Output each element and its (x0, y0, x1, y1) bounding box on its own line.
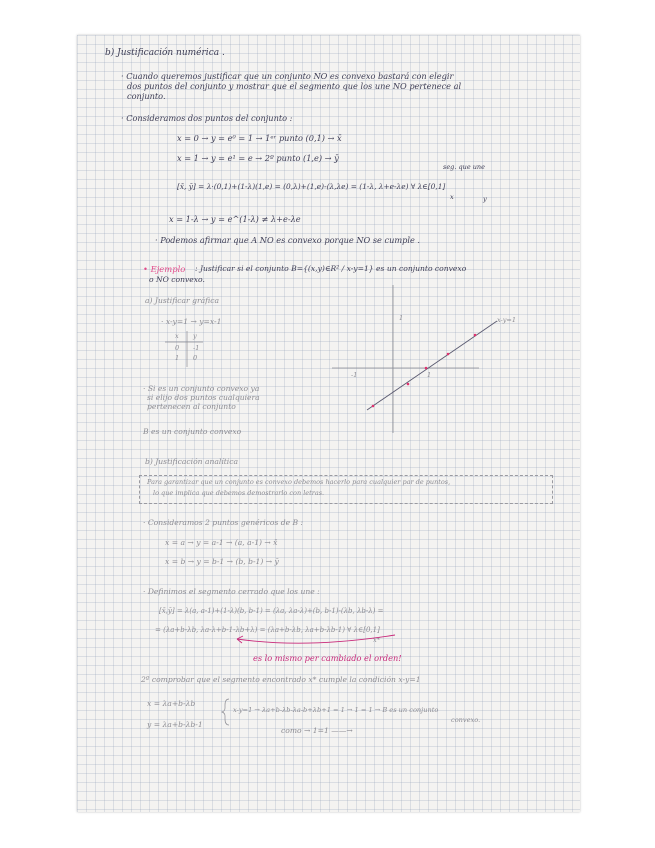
section-heading: b) Justificación numérica . (105, 48, 225, 58)
order-note: es lo mismo per cambiado el orden! (253, 653, 402, 663)
consider2-heading: · Consideramos 2 puntos genéricos de B : (143, 518, 304, 527)
graph-line-label: x-y=1 (497, 316, 517, 324)
graph-note-2: si elijo dos puntos cualquiera (147, 393, 260, 402)
line-equation: · x-y=1 → y=x-1 (161, 317, 222, 326)
example-label: • Ejemplo (143, 264, 186, 274)
table-head-x: x (175, 332, 179, 340)
table-cell: -1 (193, 344, 200, 352)
consider-heading: · Consideramos dos puntos del conjunto : (121, 113, 293, 123)
table-head-y: y (193, 332, 197, 340)
graphic-title: a) Justificar gráfica (145, 296, 219, 305)
notebook-page (77, 35, 580, 812)
verify-como: como → 1=1 ——→ (281, 726, 353, 735)
point-1: x = 0 → y = e⁰ = 1 → 1ᵉʳ punto (0,1) → x̄ (177, 133, 342, 143)
segment-formula: [x̄, ȳ] = λ·(0,1)+(1-λ)(1,e) = (0,λ)+(1,e)-(λ,λe) = (1-λ, λ+e-λe) ∀ λ∈[0,1] (177, 182, 446, 191)
verify-y: y = λa+b-λb-1 (147, 720, 203, 729)
axis-x-tick: 1 (427, 371, 432, 379)
graph-note-1: · Si es un conjunto convexo ya (143, 384, 260, 393)
intro-line-2: dos puntos del conjunto y mostrar que el segmento que los une NO pertenece al (127, 81, 462, 91)
table-cell: 0 (175, 344, 180, 352)
point-2: x = 1 → y = e¹ = e → 2º punto (1,e) → ȳ (177, 153, 339, 163)
intro-line-1: · Cuando queremos justificar que un conjunto NO es convexo bastará con elegir (121, 71, 454, 81)
segment-line-1: [x̄,ȳ] = λ(a, a-1)+(1-λ)(b, b-1) = (λa, λa-λ)+(b, b-1)-(λb, λb-λ) = (159, 607, 384, 615)
box-line-1: Para garantizar que un conjunto es convexo debemos hacerlo para cualquier par de puntos, (147, 478, 451, 486)
verify-calculation: x-y=1 → λa+b-λb-λa-b+λb+1 = 1 → 1 = 1 → B es un conjunto (233, 706, 439, 714)
verify-heading: 2º comprobar que el segmento encontrado x* cumple la condición x-y=1 (141, 675, 421, 684)
box-line-2: lo que implica que debemos demostrarlo con letras. (153, 489, 325, 497)
graph-note-3: pertenecen al conjunto (147, 402, 236, 411)
table-cell: 1 (175, 354, 180, 362)
segment-note: seg. que une (443, 163, 485, 171)
axis-y-tick: 1 (399, 314, 404, 322)
point-b: x = b → y = b-1 → (b, b-1) → ȳ (165, 557, 279, 566)
intro-line-3: conjunto. (127, 91, 166, 101)
segment-line-2: = (λa+b-λb, λa-λ+b-1-λb+λ) = (λa+b-λb, λa+b-λb-1) ∀ λ∈[0,1] (155, 626, 380, 634)
segment-sub-x: x (450, 193, 454, 201)
conclusion-line: · Podemos afirmar que A NO es convexo porque NO se cumple . (155, 235, 421, 245)
segment-sub-y: y (483, 195, 487, 203)
graph-result: B es un conjunto convexo (143, 427, 242, 436)
analytic-title: b) Justificación analítica (145, 457, 239, 466)
example-statement-2: o NO convexo. (149, 275, 205, 284)
table-cell: 0 (193, 354, 198, 362)
example-statement: : Justificar si el conjunto B={(x,y)∈R² / x-y=1} es un conjunto convexo (195, 264, 467, 273)
define-heading: · Definimos el segmento cerrado que los une : (143, 587, 320, 596)
verify-x: x = λa+b-λb (147, 699, 196, 708)
brace (77, 35, 580, 812)
point-a: x = a → y = a-1 → (a, a-1) → x̄ (165, 538, 278, 547)
segment-mark: x* (373, 636, 380, 644)
verify-calculation-2: convexo. (451, 716, 481, 724)
axis-neg-tick: -1 (351, 371, 358, 379)
check-line: x = 1-λ → y = e^(1-λ) ≠ λ+e-λe (169, 214, 301, 224)
